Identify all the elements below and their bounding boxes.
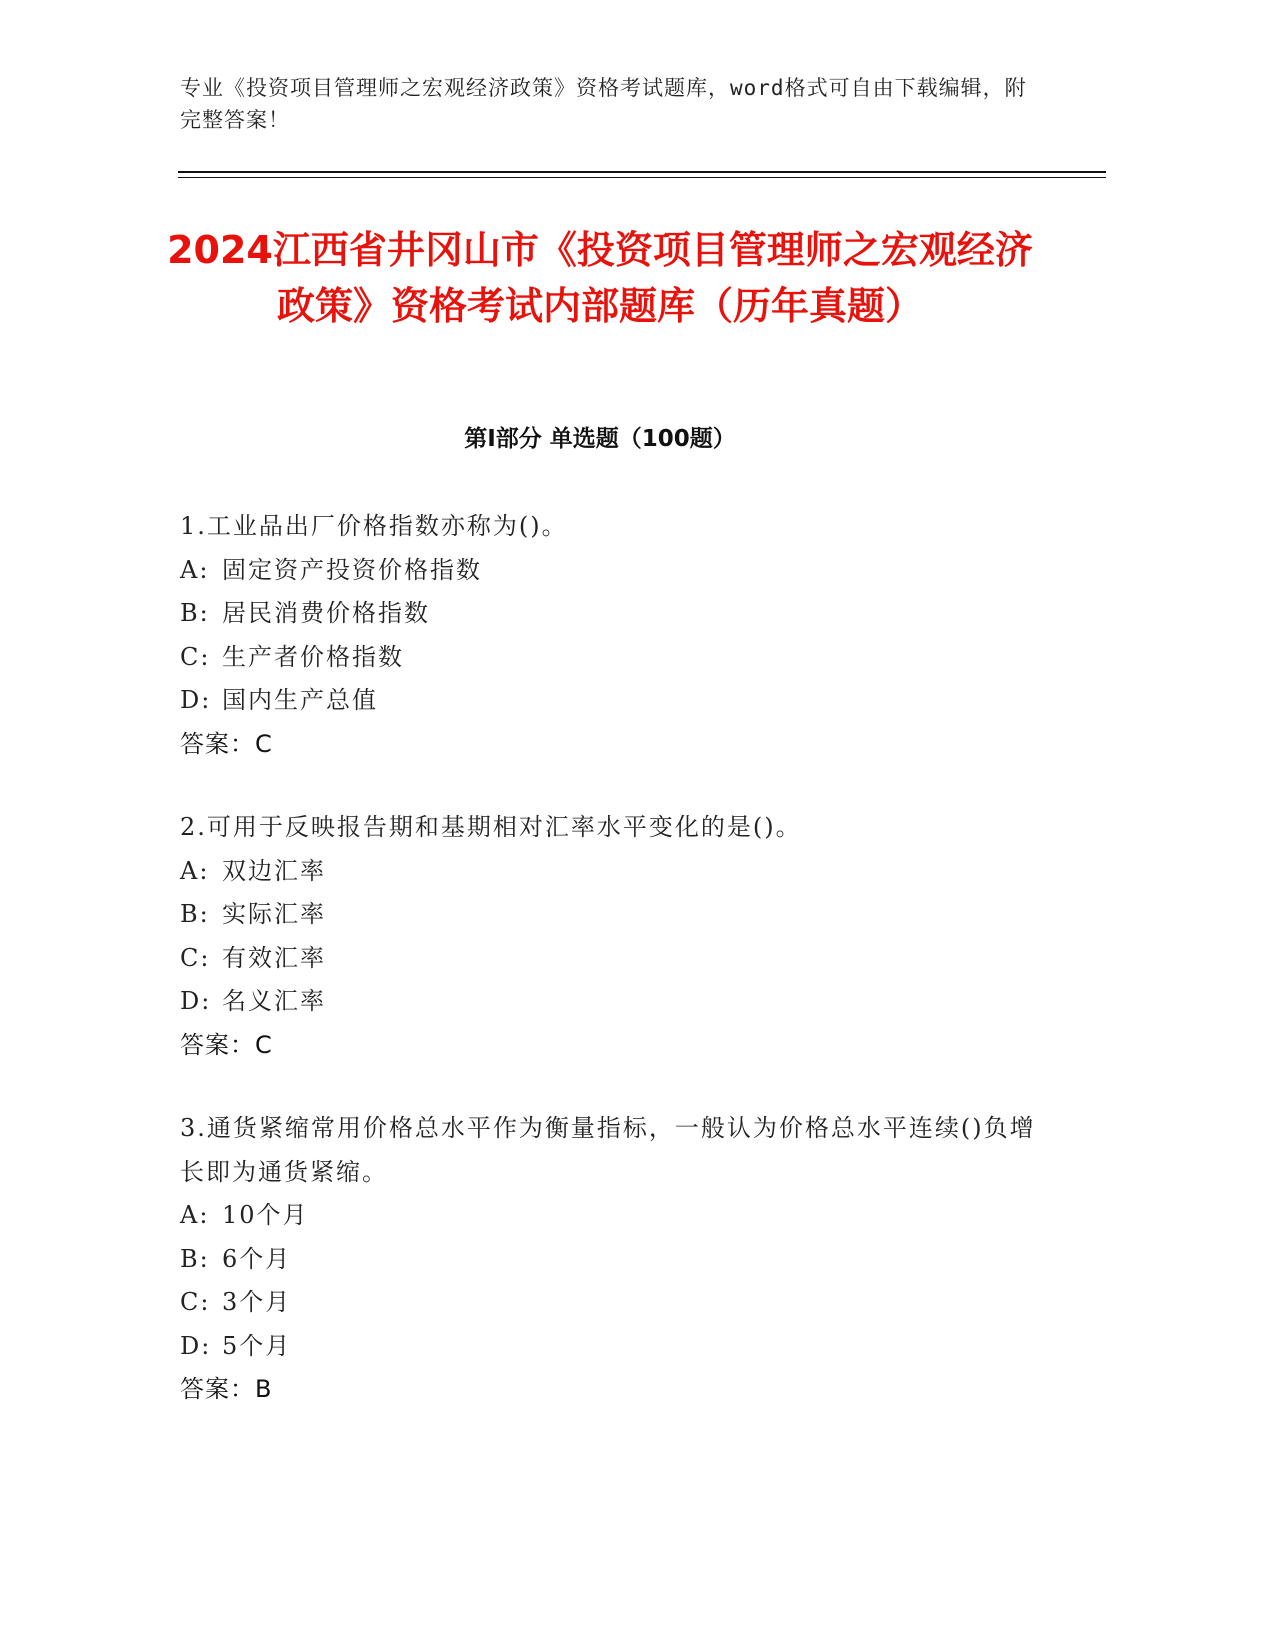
answer-line xyxy=(180,1024,1040,1068)
option-b xyxy=(180,893,1040,937)
option-text: 生产者价格指数 xyxy=(222,642,404,671)
option-letter: D: xyxy=(180,987,212,1015)
option-c xyxy=(180,937,1040,981)
option-d xyxy=(180,980,1040,1024)
question-1 xyxy=(180,505,1040,766)
option-letter: D: xyxy=(180,686,212,714)
option-d xyxy=(180,679,1040,723)
option-text: 6个月 xyxy=(222,1244,292,1273)
option-b xyxy=(180,1238,1040,1282)
answer-label: 答案： xyxy=(180,729,255,758)
option-c xyxy=(180,636,1040,680)
option-letter: C: xyxy=(180,943,211,972)
answer-line xyxy=(180,1368,1040,1412)
question-3 xyxy=(180,1107,1040,1412)
answer-label: 答案： xyxy=(180,1030,255,1059)
option-a xyxy=(180,850,1040,894)
option-a xyxy=(180,1194,1040,1238)
option-letter: D: xyxy=(180,1331,212,1360)
option-text: 5个月 xyxy=(222,1331,292,1360)
option-letter: B: xyxy=(180,900,210,928)
option-a xyxy=(180,549,1040,593)
option-letter: A: xyxy=(180,856,210,885)
header-note: 专业《投资项目管理师之宏观经济政策》资格考试题库，word格式可自由下载编辑，附完整答案！ xyxy=(180,76,1027,132)
header-divider-thin xyxy=(178,177,1106,178)
header-divider-thick xyxy=(178,171,1106,173)
answer-value: C xyxy=(255,729,273,758)
option-c xyxy=(180,1281,1040,1325)
answer-value: C xyxy=(255,1030,273,1059)
question-stem: 1.工业品出厂价格指数亦称为()。 xyxy=(180,512,568,540)
section-heading: 第Ⅰ部分 单选题（100题） xyxy=(464,426,736,452)
document-title: 2024江西省井冈山市《投资项目管理师之宏观经济政策》资格考试内部题库（历年真题） xyxy=(167,228,1033,328)
answer-label: 答案： xyxy=(180,1375,255,1403)
option-letter: C: xyxy=(180,1288,211,1316)
option-letter: C: xyxy=(180,642,211,671)
answer-line xyxy=(180,723,1040,767)
option-b xyxy=(180,592,1040,636)
question-list xyxy=(180,505,1040,1412)
option-text: 有效汇率 xyxy=(222,943,326,972)
question-2 xyxy=(180,806,1040,1067)
option-d xyxy=(180,1325,1040,1369)
option-text: 3个月 xyxy=(222,1288,292,1316)
option-text: 国内生产总值 xyxy=(222,686,378,714)
option-text: 双边汇率 xyxy=(222,856,326,885)
question-stem: 3.通货紧缩常用价格总水平作为衡量指标，一般认为价格总水平连续()负增长即为通货紧缩。 xyxy=(180,1114,1036,1186)
option-text: 10个月 xyxy=(222,1201,309,1229)
option-letter: A: xyxy=(180,555,210,584)
option-letter: A: xyxy=(180,1201,210,1229)
option-letter: B: xyxy=(180,1244,210,1273)
option-text: 固定资产投资价格指数 xyxy=(222,555,482,584)
option-text: 居民消费价格指数 xyxy=(222,599,430,627)
option-text: 名义汇率 xyxy=(222,987,326,1015)
option-text: 实际汇率 xyxy=(222,900,326,928)
question-stem: 2.可用于反映报告期和基期相对汇率水平变化的是()。 xyxy=(180,813,802,841)
option-letter: B: xyxy=(180,599,210,627)
answer-value: B xyxy=(255,1375,273,1403)
